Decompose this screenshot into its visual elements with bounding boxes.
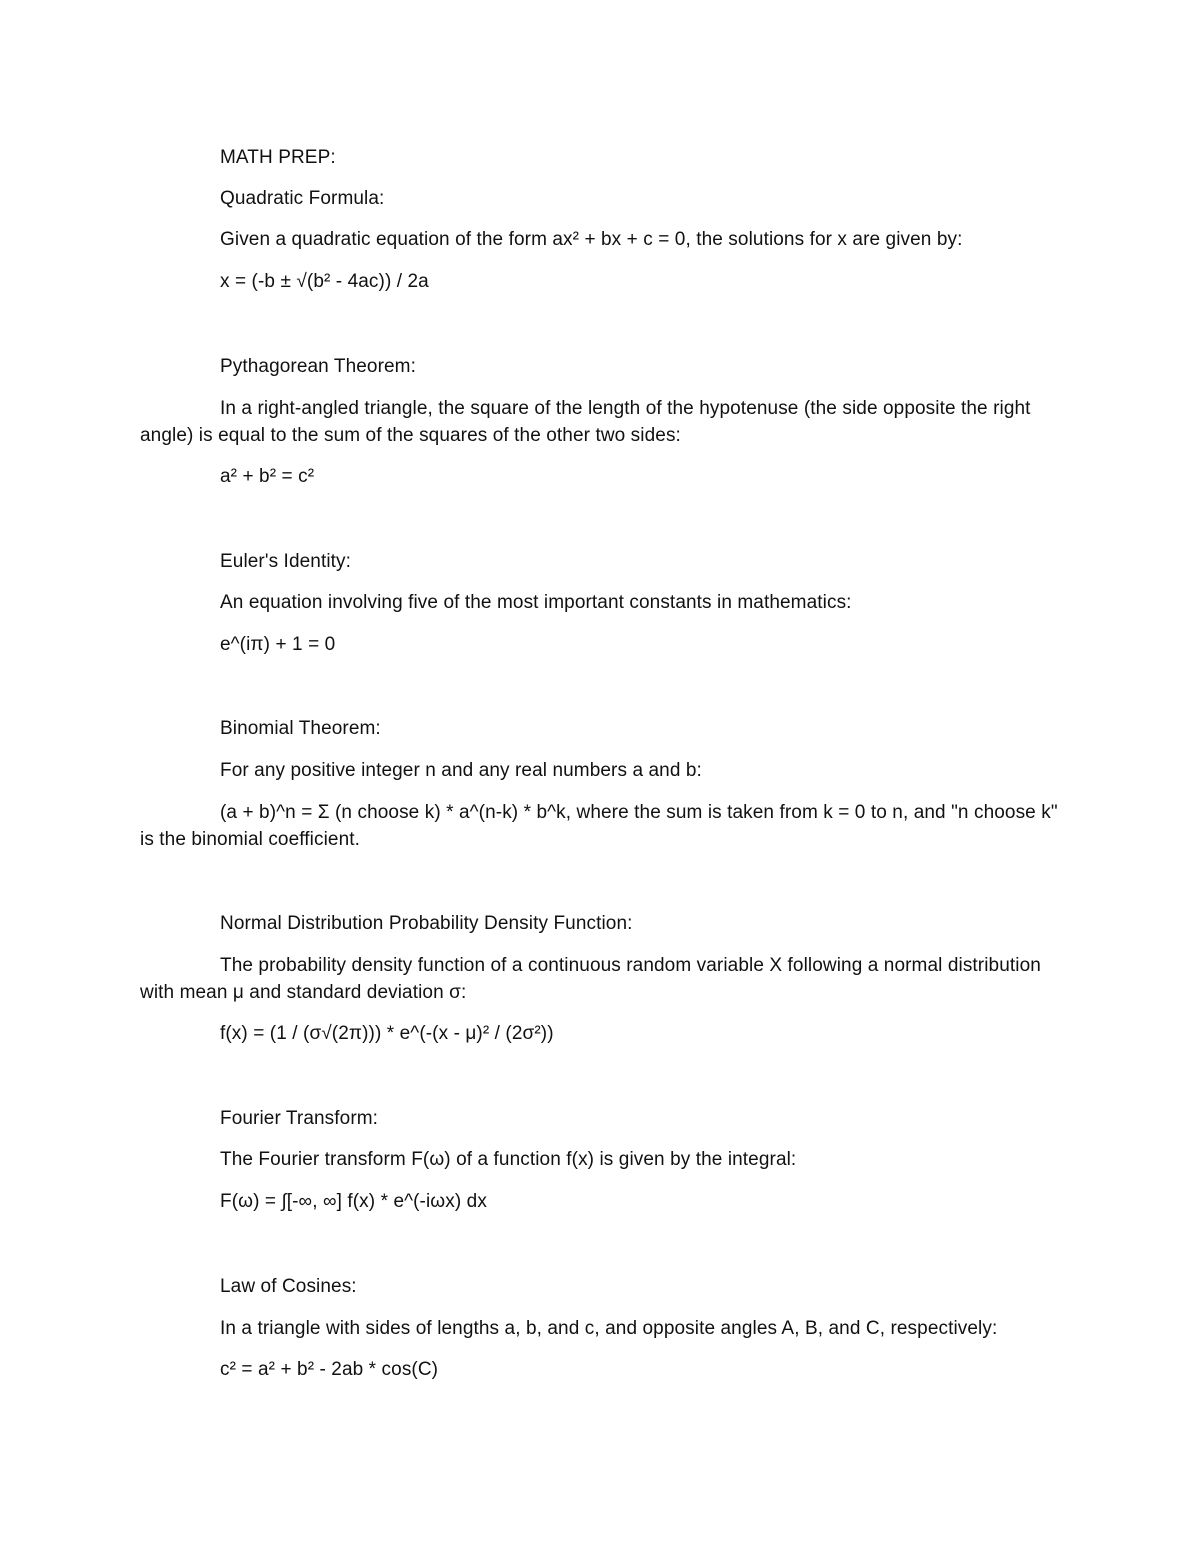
section-formula-law-of-cosines: c² = a² + b² - 2ab * cos(C) [220, 1359, 439, 1380]
section-heading-euler: Euler's Identity: [220, 551, 351, 572]
section-formula-binomial: (a + b)^n = Σ (n choose k) * a^(n-k) * b^k, where the sum is taken from k = 0 to n, and "n choose k" is the binomial coefficient. [140, 802, 1058, 850]
section-formula-quadratic: x = (-b ± √(b² - 4ac)) / 2a [220, 271, 429, 292]
section-description-fourier: The Fourier transform F(ω) of a function f(x) is given by the integral: [220, 1149, 797, 1170]
section-description-euler: An equation involving five of the most important constants in mathematics: [220, 592, 852, 613]
document-title: MATH PREP: [220, 147, 336, 168]
section-heading-quadratic: Quadratic Formula: [220, 188, 385, 209]
section-formula-pythagorean: a² + b² = c² [220, 466, 315, 487]
section-formula-fourier: F(ω) = ∫[-∞, ∞] f(x) * e^(-iωx) dx [220, 1191, 487, 1212]
section-description-normal-distribution: The probability density function of a continuous random variable X following a normal distribution with mean μ and standard deviation σ: [140, 955, 1041, 1003]
section-description-law-of-cosines: In a triangle with sides of lengths a, b, and c, and opposite angles A, B, and C, respectively: [220, 1318, 998, 1339]
section-formula-euler: e^(iπ) + 1 = 0 [220, 634, 336, 655]
section-description-binomial: For any positive integer n and any real numbers a and b: [220, 760, 702, 781]
section-heading-law-of-cosines: Law of Cosines: [220, 1276, 357, 1297]
section-heading-binomial: Binomial Theorem: [220, 718, 381, 739]
section-heading-pythagorean: Pythagorean Theorem: [220, 356, 416, 377]
section-description-pythagorean: In a right-angled triangle, the square of the length of the hypotenuse (the side opposite the right angle) is equal to the sum of the squares of the other two sides: [140, 398, 1031, 446]
section-formula-normal-distribution: f(x) = (1 / (σ√(2π))) * e^(-(x - μ)² / (2σ²)) [220, 1023, 554, 1044]
section-heading-normal-distribution: Normal Distribution Probability Density Function: [220, 913, 633, 934]
section-description-quadratic: Given a quadratic equation of the form ax² + bx + c = 0, the solutions for x are given by: [220, 229, 963, 250]
section-heading-fourier: Fourier Transform: [220, 1108, 379, 1129]
